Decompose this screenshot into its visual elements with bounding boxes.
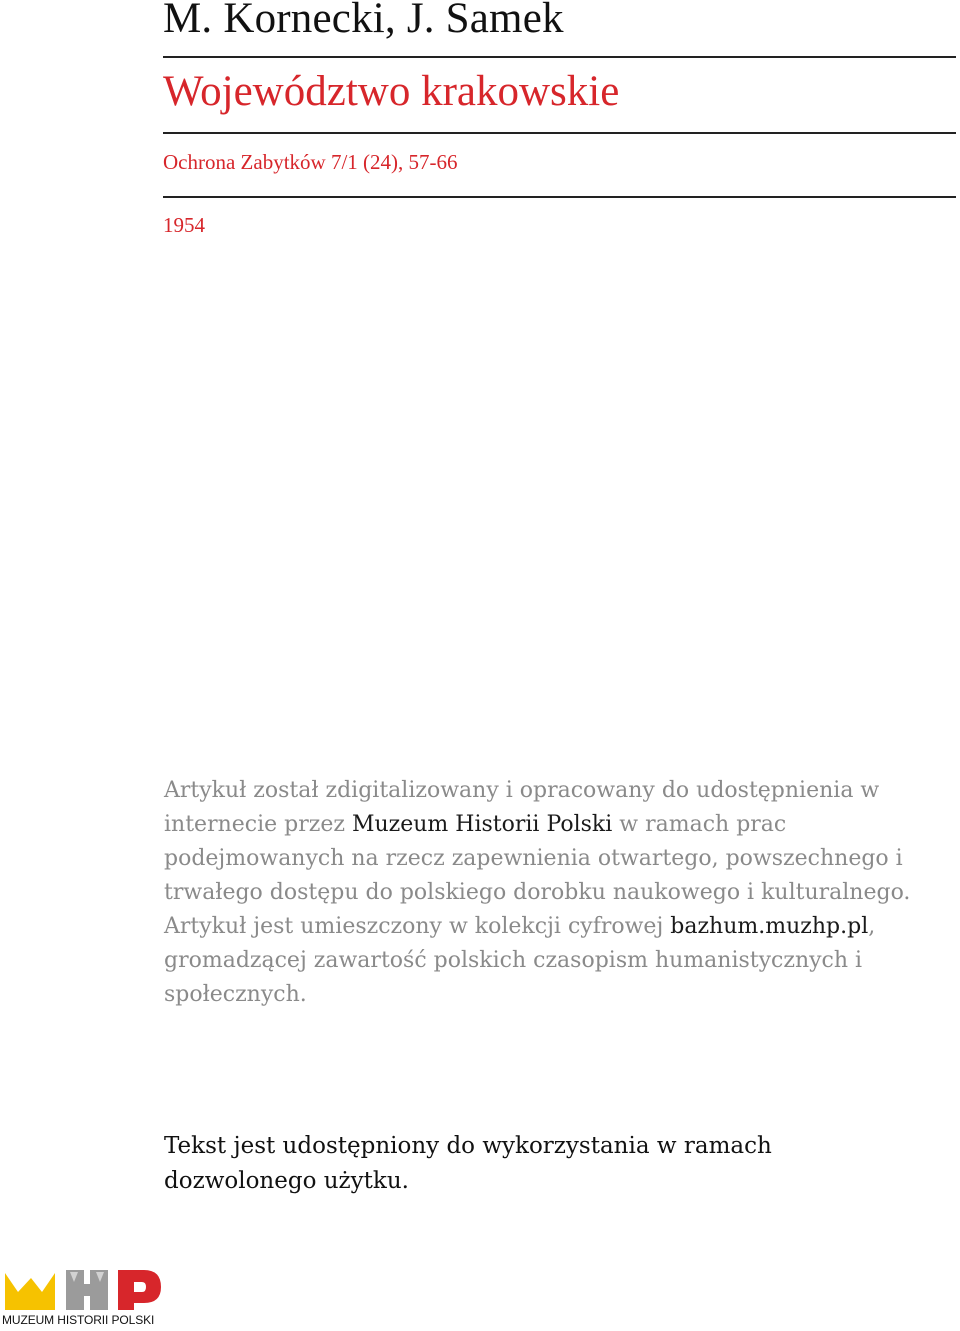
publication-year: 1954	[163, 213, 205, 237]
journal-citation: Ochrona Zabytków 7/1 (24), 57-66	[163, 150, 458, 174]
article-authors: M. Kornecki, J. Samek	[163, 0, 564, 42]
museum-link[interactable]: Muzeum Historii Polski	[351, 812, 613, 837]
notice-text: , gromadzącej zawartość polskich czasopism humanistycznych i społecznych.	[164, 914, 876, 1007]
museum-logo	[0, 1262, 170, 1331]
repository-link[interactable]: bazhum.muzhp.pl	[670, 914, 869, 939]
license-notice: Tekst jest udostępniony do wykorzystania w ramach dozwolonego użytku.	[164, 1133, 772, 1194]
notice-text: Artykuł został zdigitalizowany i opracowany do udostępnienia w internecie przez	[164, 778, 880, 837]
divider-line	[163, 132, 956, 134]
museum-logo-icon	[4, 1266, 164, 1314]
museum-logo-label: MUZEUM HISTORII POLSKI	[2, 1313, 155, 1327]
digitization-notice	[164, 774, 944, 1012]
article-title: Województwo krakowskie	[163, 68, 620, 115]
divider-line	[163, 56, 956, 58]
divider-line	[163, 196, 956, 198]
notice-text: w ramach prac podejmowanych na rzecz zapewnienia otwartego, powszechnego i trwałego dostępu do polskiego dorobku naukowego i kulturalnego. Artykuł jest umieszczony w kolekcji cyfrowej	[164, 812, 911, 939]
